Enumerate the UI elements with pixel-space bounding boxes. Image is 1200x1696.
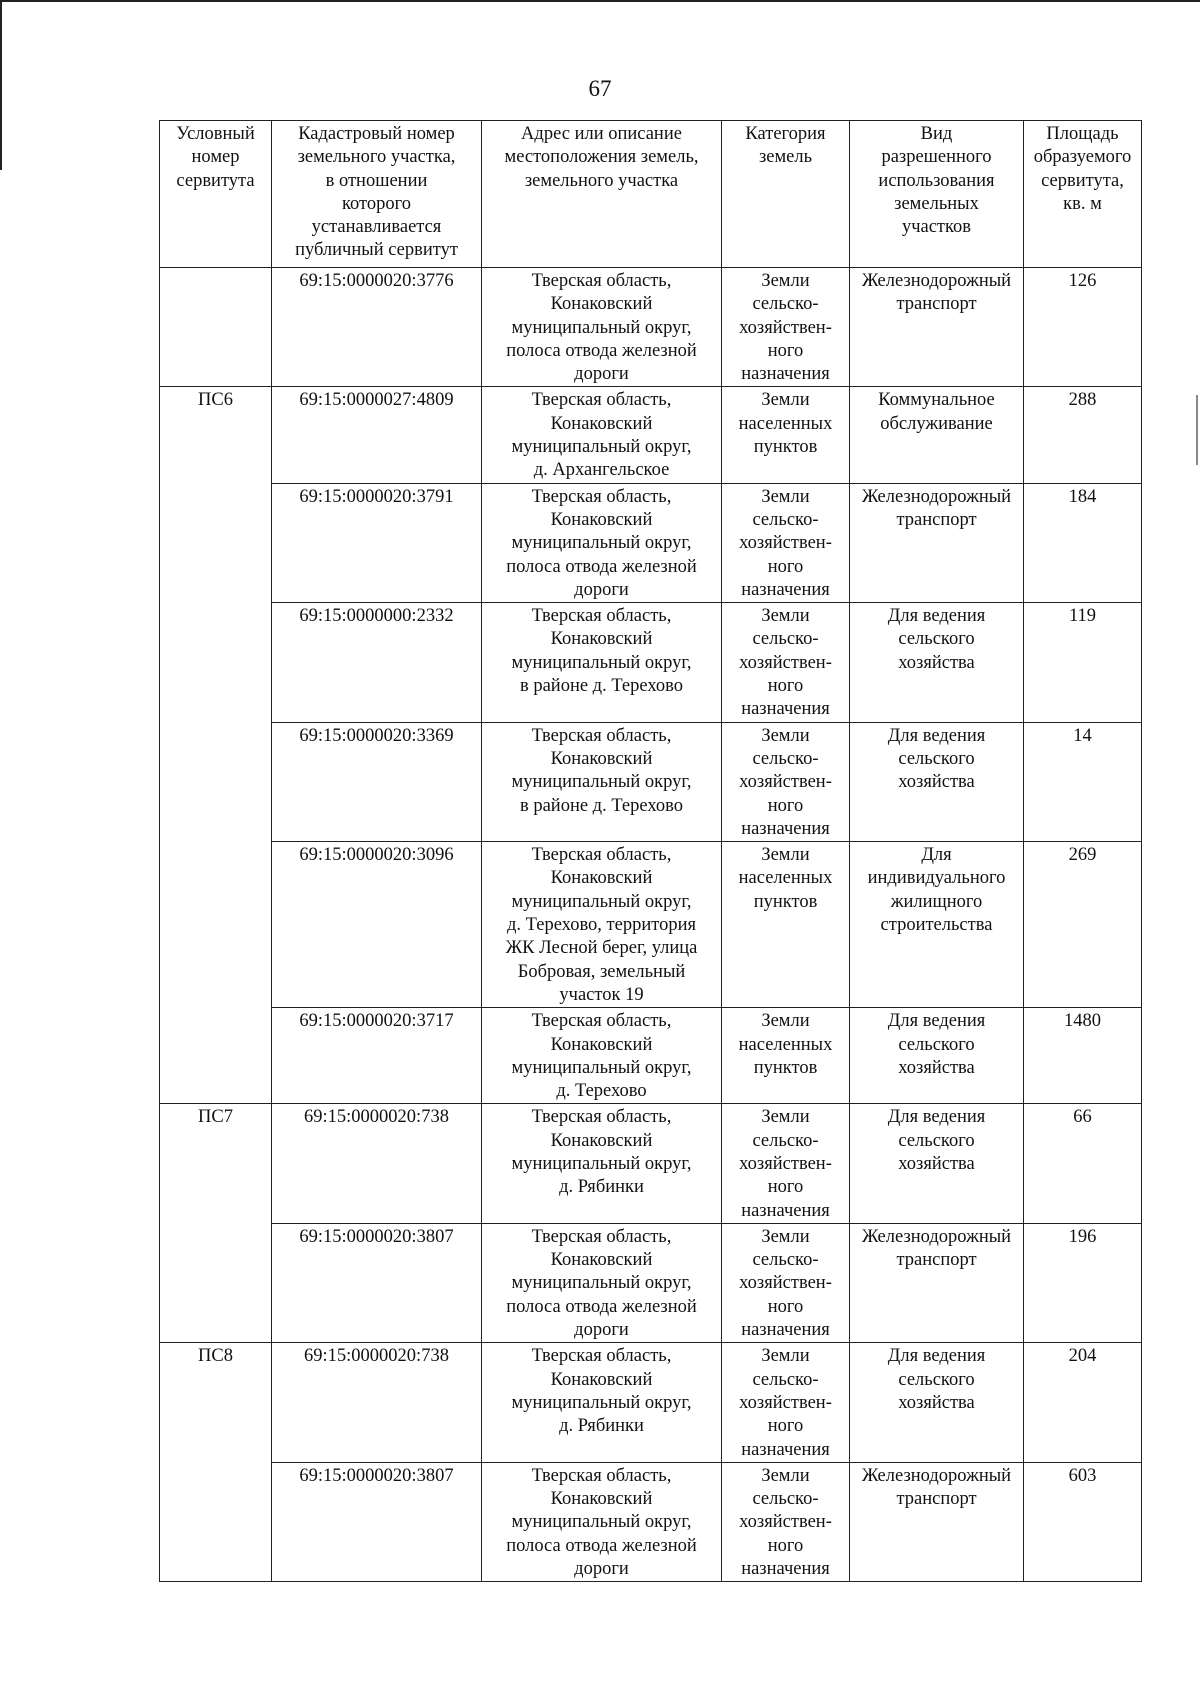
permitted-use-cell: Железнодорожный транспорт bbox=[850, 1223, 1024, 1342]
table-body bbox=[160, 268, 1142, 1582]
scan-edge-top bbox=[0, 0, 1200, 2]
table-row bbox=[160, 387, 1142, 483]
header-row bbox=[160, 121, 1142, 268]
header-cell-servitude-number: Условный номер сервитута bbox=[160, 121, 272, 268]
table-row bbox=[160, 1223, 1142, 1342]
area-cell: 603 bbox=[1024, 1462, 1142, 1581]
area-cell: 119 bbox=[1024, 603, 1142, 722]
permitted-use-cell: Для ведения сельского хозяйства bbox=[850, 722, 1024, 841]
permitted-use-cell: Железнодорожный транспорт bbox=[850, 483, 1024, 602]
land-category-cell: Земли населенных пунктов bbox=[722, 1008, 850, 1104]
servitude-number-cell: ПС8 bbox=[160, 1343, 272, 1582]
area-cell: 196 bbox=[1024, 1223, 1142, 1342]
table-header bbox=[160, 121, 1142, 268]
address-cell: Тверская область, Конаковский муниципальный округ, полоса отвода железной дороги bbox=[482, 483, 722, 602]
cadastral-number-cell: 69:15:0000020:3807 bbox=[272, 1462, 482, 1581]
cadastral-number-cell: 69:15:0000020:3791 bbox=[272, 483, 482, 602]
header-cell-address: Адрес или описание местоположения земель, земельного участка bbox=[482, 121, 722, 268]
permitted-use-cell: Для ведения сельского хозяйства bbox=[850, 603, 1024, 722]
address-cell: Тверская область, Конаковский муниципальный округ, полоса отвода железной дороги bbox=[482, 1223, 722, 1342]
table-row bbox=[160, 483, 1142, 602]
cadastral-number-cell: 69:15:0000020:3096 bbox=[272, 842, 482, 1008]
address-cell: Тверская область, Конаковский муниципальный округ, д. Рябинки bbox=[482, 1343, 722, 1462]
land-category-cell: Земли сельско- хозяйствен- ного назначения bbox=[722, 722, 850, 841]
land-category-cell: Земли сельско- хозяйствен- ного назначения bbox=[722, 1104, 850, 1223]
servitude-number-cell bbox=[160, 268, 272, 387]
area-cell: 288 bbox=[1024, 387, 1142, 483]
area-cell: 66 bbox=[1024, 1104, 1142, 1223]
land-category-cell: Земли населенных пунктов bbox=[722, 387, 850, 483]
area-cell: 204 bbox=[1024, 1343, 1142, 1462]
cadastral-number-cell: 69:15:0000027:4809 bbox=[272, 387, 482, 483]
table-row bbox=[160, 722, 1142, 841]
scan-edge-right bbox=[1196, 395, 1198, 465]
permitted-use-cell: Коммунальное обслуживание bbox=[850, 387, 1024, 483]
servitude-number-cell: ПС6 bbox=[160, 387, 272, 1104]
cadastral-number-cell: 69:15:0000020:738 bbox=[272, 1343, 482, 1462]
cadastral-number-cell: 69:15:0000020:3776 bbox=[272, 268, 482, 387]
area-cell: 269 bbox=[1024, 842, 1142, 1008]
header-cell-area: Площадь образуемого сервитута, кв. м bbox=[1024, 121, 1142, 268]
address-cell: Тверская область, Конаковский муниципальный округ, в районе д. Терехово bbox=[482, 603, 722, 722]
address-cell: Тверская область, Конаковский муниципальный округ, в районе д. Терехово bbox=[482, 722, 722, 841]
permitted-use-cell: Для ведения сельского хозяйства bbox=[850, 1008, 1024, 1104]
table-row bbox=[160, 268, 1142, 387]
address-cell: Тверская область, Конаковский муниципальный округ, д. Терехово, территория ЖК Лесной берег, улица Бобровая, земельный участок 19 bbox=[482, 842, 722, 1008]
land-category-cell: Земли сельско- хозяйствен- ного назначения bbox=[722, 1223, 850, 1342]
area-cell: 1480 bbox=[1024, 1008, 1142, 1104]
servitude-number-cell: ПС7 bbox=[160, 1104, 272, 1343]
page-number: 67 bbox=[588, 76, 612, 101]
address-cell: Тверская область, Конаковский муниципальный округ, д. Терехово bbox=[482, 1008, 722, 1104]
cadastral-number-cell: 69:15:0000000:2332 bbox=[272, 603, 482, 722]
area-cell: 184 bbox=[1024, 483, 1142, 602]
header-cell-permitted-use: Вид разрешенного использования земельных участков bbox=[850, 121, 1024, 268]
table-row bbox=[160, 1343, 1142, 1462]
table-row bbox=[160, 603, 1142, 722]
land-category-cell: Земли сельско- хозяйствен- ного назначения bbox=[722, 1343, 850, 1462]
permitted-use-cell: Для индивидуального жилищного строительства bbox=[850, 842, 1024, 1008]
table-row bbox=[160, 1104, 1142, 1223]
cadastral-number-cell: 69:15:0000020:738 bbox=[272, 1104, 482, 1223]
permitted-use-cell: Для ведения сельского хозяйства bbox=[850, 1104, 1024, 1223]
land-category-cell: Земли сельско- хозяйствен- ного назначения bbox=[722, 603, 850, 722]
area-cell: 126 bbox=[1024, 268, 1142, 387]
header-cell-land-category: Категория земель bbox=[722, 121, 850, 268]
header-cell-cadastral-number: Кадастровый номер земельного участка, в отношении которого устанавливается публичный сервитут bbox=[272, 121, 482, 268]
address-cell: Тверская область, Конаковский муниципальный округ, д. Архангельское bbox=[482, 387, 722, 483]
address-cell: Тверская область, Конаковский муниципальный округ, полоса отвода железной дороги bbox=[482, 268, 722, 387]
servitude-table bbox=[159, 120, 1142, 1582]
table-row bbox=[160, 1008, 1142, 1104]
permitted-use-cell: Железнодорожный транспорт bbox=[850, 1462, 1024, 1581]
land-category-cell: Земли сельско- хозяйствен- ного назначения bbox=[722, 268, 850, 387]
cadastral-number-cell: 69:15:0000020:3369 bbox=[272, 722, 482, 841]
land-category-cell: Земли населенных пунктов bbox=[722, 842, 850, 1008]
address-cell: Тверская область, Конаковский муниципальный округ, полоса отвода железной дороги bbox=[482, 1462, 722, 1581]
area-cell: 14 bbox=[1024, 722, 1142, 841]
permitted-use-cell: Для ведения сельского хозяйства bbox=[850, 1343, 1024, 1462]
table-row bbox=[160, 842, 1142, 1008]
cadastral-number-cell: 69:15:0000020:3807 bbox=[272, 1223, 482, 1342]
cadastral-number-cell: 69:15:0000020:3717 bbox=[272, 1008, 482, 1104]
table-row bbox=[160, 1462, 1142, 1581]
permitted-use-cell: Железнодорожный транспорт bbox=[850, 268, 1024, 387]
land-category-cell: Земли сельско- хозяйствен- ного назначения bbox=[722, 1462, 850, 1581]
land-category-cell: Земли сельско- хозяйствен- ного назначения bbox=[722, 483, 850, 602]
address-cell: Тверская область, Конаковский муниципальный округ, д. Рябинки bbox=[482, 1104, 722, 1223]
